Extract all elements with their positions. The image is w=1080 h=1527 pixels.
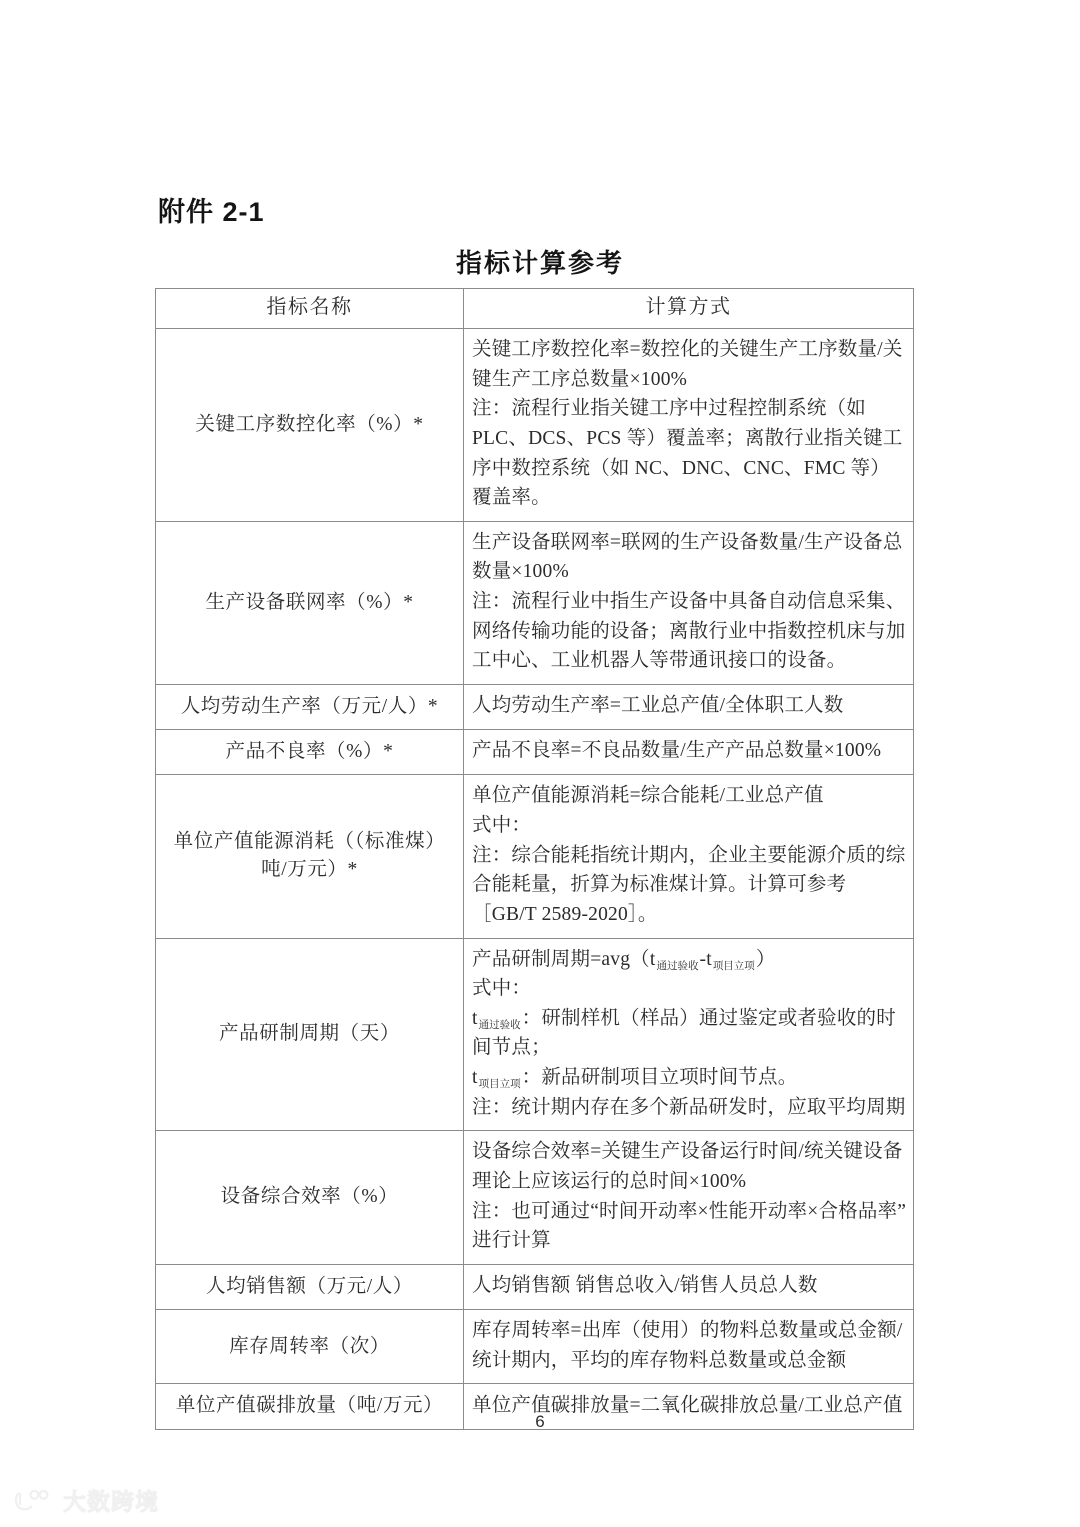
table-row [156, 938, 914, 1131]
formula-line: 库存周转率=出库（使用）的物料总数量或总金额/统计期内，平均的库存物料总数量或总金额 [472, 1320, 903, 1371]
table-header-row [156, 289, 914, 329]
indicator-name-cell: 关键工序数控化率（%）* [156, 329, 464, 522]
table-row [156, 684, 914, 729]
calculation-formula-cell [464, 1264, 914, 1309]
attachment-label: 附件 2-1 [158, 197, 265, 227]
formula-line: 产品不良率=不良品数量/生产产品总数量×100% [472, 740, 882, 762]
formula-line: $t_{通过验收}$：研制样机（样品）通过鉴定或者验收的时间节点； [472, 1007, 896, 1059]
calculation-formula-cell [464, 684, 914, 729]
watermark [14, 1483, 159, 1516]
formula-line: 单位产值碳排放量=二氧化碳排放总量/工业总产值 [472, 1394, 903, 1416]
calculation-formula-cell [464, 329, 914, 522]
formula-line: 人均销售额 销售总收入/销售人员总人数 [472, 1275, 818, 1297]
indicator-name-cell: 人均销售额（万元/人） [156, 1264, 464, 1309]
table-body [156, 329, 914, 1430]
table-row [156, 730, 914, 775]
column-header-calculation-method: 计算方式 [464, 289, 914, 329]
formula-line: 单位产值能源消耗=综合能耗/工业总产值 [472, 785, 824, 807]
formula-line: 生产设备联网率=联网的生产设备数量/生产设备总数量×100% [472, 531, 903, 583]
formula-line: 注：也可通过“时间开动率×性能开动率×合格品率”进行计算 [472, 1200, 907, 1252]
formula-line: 设备综合效率=关键生产设备运行时间/统关键设备理论上应该运行的总时间×100% [472, 1141, 903, 1192]
table-row [156, 1310, 914, 1384]
indicator-name-cell: 单位产值碳排放量（吨/万元） [156, 1384, 464, 1429]
calculation-formula-cell [464, 1310, 914, 1384]
indicator-table-container [155, 288, 913, 1430]
table-row [156, 329, 914, 522]
face-logo-icon [14, 1487, 56, 1513]
formula-line: 产品研制周期$=avg(t_{通过验收}-t_{项目立项})$ [472, 948, 776, 972]
indicator-calculation-table [155, 288, 914, 1430]
formula-line: 注：流程行业中指生产设备中具备自动信息采集、网络传输功能的设备；离散行业中指数控机床与加工中心、工业机器人等带通讯接口的设备。 [472, 591, 906, 672]
formula-line: 人均劳动生产率=工业总产值/全体职工人数 [472, 695, 844, 717]
calculation-formula-cell [464, 775, 914, 938]
calculation-formula-cell [464, 938, 914, 1131]
calculation-formula-cell [464, 1131, 914, 1265]
page-title: 指标计算参考 [455, 248, 624, 278]
column-header-indicator-name: 指标名称 [156, 289, 464, 329]
indicator-name-cell: 库存周转率（次） [156, 1310, 464, 1384]
formula-line: 注：流程行业指关键工序中过程控制系统（如 PLC、DCS、PCS 等）覆盖率；离散行业指关键工序中数控系统（如 NC、DNC、CNC、FMC 等）覆盖率。 [472, 398, 903, 509]
formula-line: 式中： [472, 978, 532, 1000]
calculation-formula-cell [464, 730, 914, 775]
calculation-formula-cell [464, 521, 914, 684]
table-row [156, 521, 914, 684]
indicator-name-cell: 单位产值能源消耗（（标准煤）吨/万元）* [156, 775, 464, 938]
watermark-text: 大数跨境 [63, 1488, 159, 1514]
indicator-name-cell: 人均劳动生产率（万元/人）* [156, 684, 464, 729]
formula-line: 注：统计期内存在多个新品研发时，应取平均周期 [472, 1096, 906, 1118]
table-row [156, 775, 914, 938]
indicator-name-cell: 产品不良率（%）* [156, 730, 464, 775]
indicator-name-cell: 产品研制周期（天） [156, 938, 464, 1131]
indicator-name-cell: 设备综合效率（%） [156, 1131, 464, 1265]
table-row [156, 1264, 914, 1309]
table-header [156, 289, 914, 329]
formula-line: 关键工序数控化率=数控化的关键生产工序数量/关键生产工序总数量×100% [472, 339, 903, 390]
table-row [156, 1131, 914, 1265]
formula-line: $t_{项目立项}$：新品研制项目立项时间节点。 [472, 1067, 798, 1091]
indicator-name-cell: 生产设备联网率（%）* [156, 521, 464, 684]
formula-line: 注：综合能耗指统计期内，企业主要能源介质的综合能耗量，折算为标准煤计算。计算可参考［GB/T 2589-2020］。 [472, 844, 906, 925]
formula-line: 式中： [472, 815, 532, 837]
page-number: 6 [535, 1412, 545, 1431]
